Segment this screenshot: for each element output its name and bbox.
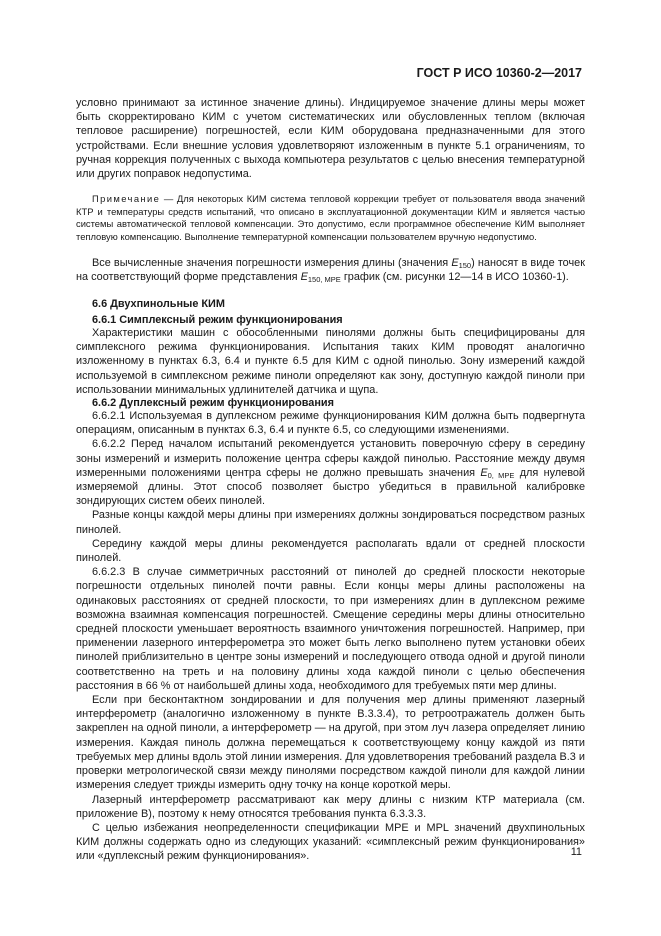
paragraph-laser-noncontact: Если при бесконтактном зондировании и для получения мер длины применяют лазерный интерферометр (аналогично изложенному в пункте В.3.3.4), то ретроотражатель должен быть закреплен на одной пиноли, а интерферометр — на другой, при этом луч лазера определяет линию измерения. Каждая пиноль должна перемещаться к соответствующему концу каждой из пяти требуемых мер длины вдоль этой линии измерения. Для удовлетворения требований раздела В.3 и проверки метрологической связи между пинолями посредством каждой пиноли для каждой линии измерения следует трижды измерить одну точку на конце короткой меры.	[76, 694, 585, 792]
symbol-e: E	[480, 466, 488, 479]
paragraph-laser-ktr: Лазерный интерферометр рассматривают как меру длины с низким КТР материала (см. приложение В), поэтому к нему относятся требования пункта 6.3.3.3.	[76, 793, 585, 820]
subsection-heading-6-6-2: 6.6.2 Дуплексный режим функционирования	[92, 397, 334, 410]
page-body	[76, 96, 585, 864]
note	[76, 193, 585, 243]
subscript: 0, MPE	[487, 470, 515, 480]
symbol-e: E	[451, 256, 459, 269]
text-part: для нулевой измеряемой длины. Этот способ позволяет быстро убедиться в правильной калибровке зондирующих систем обеих пинолей.	[76, 466, 586, 508]
text-part: 6.6.2.2 Перед началом испытаний рекомендуется установить поверочную сферу в середину зоны измерений и измерить положение центра сферы каждой пинолью. Расстояние между двумя измеренными положениями центра сферы не должно превышать значения	[76, 438, 585, 479]
paragraph-error-values	[76, 256, 585, 284]
paragraph-middle-of-gauge: Середину каждой меры длины рекомендуется располагать вдали от средней плоскости пинолей.	[76, 537, 585, 565]
section-heading-6-6: 6.6 Двухпинольные КИМ	[92, 298, 225, 310]
paragraph-6-6-2-2	[76, 437, 585, 508]
paragraph-6-6-2-1: 6.6.2.1 Используемая в дуплексном режиме функционирования КИМ должна быть подвергнута операциям, описанным в пунктах 6.3, 6.4 и пункте 6.5, со следующими изменениями.	[76, 410, 585, 437]
document-header: ГОСТ Р ИСО 10360-2—2017	[416, 66, 582, 80]
paragraph-simplex: Характеристики машин с обособленными пинолями должны быть специфицированы для симплексного режима функционирования. Испытания таких КИМ проводят аналогично изложенному в пунктах 6.3, 6.4 и пункте 6.5 для КИМ с одной пинолью. Зону измерений каждой используемой в симплексном режиме пиноли определяют как зону, доступную каждой пиноли при использовании минимальных удлинителей датчика и щупа.	[76, 327, 585, 396]
subscript: 150, MPE	[307, 274, 341, 284]
paragraph-mpe-mpl: С целью избежания неопределенности спецификации MPE и MPL значений двухпинольных КИМ должны содержать одно из следующих указаний: «симплексный режим функционирования» или «дуплексный режим функционирования».	[76, 821, 585, 863]
text-part: Все вычисленные значения погрешности измерения длины (значения	[92, 256, 452, 269]
note-label: Примечание	[92, 193, 161, 205]
subscript: 150	[458, 260, 472, 270]
paragraph-different-ends: Разные концы каждой меры длины при измерениях должны зондироваться посредством разных пинолей.	[76, 509, 585, 536]
paragraph-6-6-2-3: 6.6.2.3 В случае симметричных расстояний от пинолей до средней плоскости некоторые погрешности отдельных пинолей почти равны. Если концы меры длины расположены на одинаковых расстояниях от средней плоскости, то при измерениях длин в дуплексном режиме возможна взаимная компенсация погрешностей. Смещение середины меры длины относительно средней плоскости уменьшает вероятность взаимного уничтожения погрешностей. Например, при применении лазерного интерферометра это может быть легко выполнено путем установки обеих пинолей приблизительно в центре зоны измерений и последующего отвода одной и другой пиноли соответственно на треть и на половину длины хода каждой пиноли с целью обеспечения расстояния в 66 % от наибольшей длины хода, необходимого для требуемых пяти мер длины.	[76, 566, 585, 692]
text-part: ) наносят в виде точек на соответствующий форме представления	[76, 256, 585, 283]
text-part: график (см. рисунки 12—14 в ИСО 10360-1).	[340, 270, 569, 283]
paragraph-intro: условно принимают за истинное значение длины). Индицируемое значение длины меры может быть скорректировано КИМ с учетом систематических или обусловленных теплом (включая тепловое расширение) погрешностей, если КИМ оборудована предназначенными для этого устройствами. Если внешние условия удовлетворяют изложенным в пункте 5.1 ограничениям, то ручная коррекция полученных с выхода компьютера результатов с целью внесения температурной или других поправок недопустима.	[76, 97, 585, 181]
page-number: 11	[570, 846, 582, 858]
note-text: — Для некоторых КИМ система тепловой коррекции требует от пользователя ввода значений КТР и температуры средств испытаний, что описано в эксплуатационной документации КИМ и является частью системы автоматической тепловой компенсации. Это допустимо, если программное обеспечение КИМ выполняет тепловую компенсацию. Выполнение температурной компенсации пользователем вручную недопустимо.	[76, 193, 585, 242]
subsection-heading-6-6-1: 6.6.1 Симплексный режим функционирования	[92, 314, 343, 326]
symbol-e: E	[300, 270, 308, 283]
